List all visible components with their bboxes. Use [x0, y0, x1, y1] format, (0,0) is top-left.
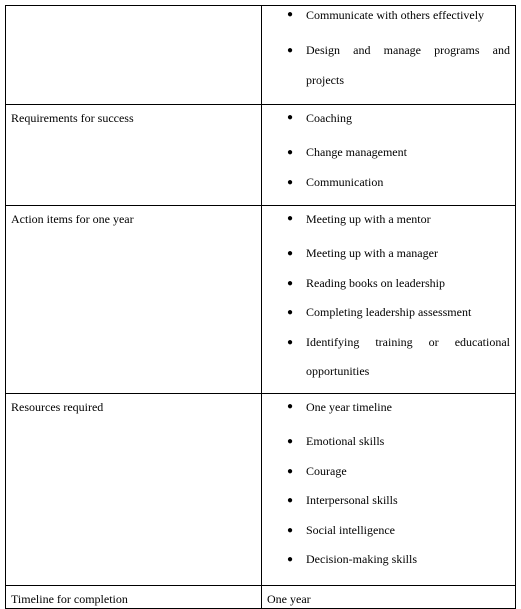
table-row [6, 586, 516, 609]
list-item [262, 36, 510, 95]
list-item [262, 109, 510, 127]
bullet-icon: ● [287, 248, 294, 259]
list-item-text: Emotional skills [306, 434, 385, 448]
row-items-cell [262, 105, 516, 206]
list-item-text: Decision-making skills [306, 552, 417, 566]
bullet-icon: ● [287, 401, 294, 412]
list-item [262, 545, 510, 575]
bullet-icon: ● [287, 554, 294, 565]
table-row [6, 105, 516, 206]
bullet-icon: ● [287, 147, 294, 158]
list-item [262, 138, 510, 168]
bullet-icon: ● [287, 45, 294, 56]
table-row [6, 6, 516, 105]
row-label-cell [6, 6, 262, 105]
row-items-cell [262, 394, 516, 586]
bullet-list [262, 206, 515, 387]
development-plan-table [5, 5, 516, 609]
list-item-text: One year timeline [306, 400, 392, 414]
list-item-text: Courage [306, 463, 347, 478]
row-value: One year [267, 592, 311, 606]
list-item-text: Social intelligence [306, 522, 395, 537]
list-item-text: Meeting up with a mentor [306, 212, 431, 226]
bullet-icon: ● [287, 277, 294, 289]
bullet-icon: ● [287, 112, 294, 123]
row-items-cell [262, 6, 516, 105]
row-label-cell [6, 206, 262, 394]
list-item [262, 516, 510, 546]
bullet-icon: ● [287, 307, 294, 318]
row-value-cell [262, 586, 516, 609]
row-label-cell [6, 586, 262, 609]
list-item [262, 269, 510, 299]
bullet-icon: ● [287, 176, 294, 188]
list-item-text: Design and manage programs and projects [306, 43, 510, 87]
list-item [262, 328, 510, 387]
bullet-list [262, 105, 515, 197]
list-item [262, 239, 510, 269]
list-item [262, 168, 510, 198]
row-label-cell [6, 394, 262, 586]
list-item [262, 427, 510, 457]
list-item-text: Interpersonal skills [306, 493, 398, 507]
list-item [262, 298, 510, 328]
list-item-text: Change management [306, 145, 407, 159]
list-item [262, 398, 510, 416]
row-label: Action items for one year [11, 212, 134, 226]
table-row [6, 206, 516, 394]
row-label: Timeline for completion [11, 592, 128, 606]
bullet-icon: ● [287, 436, 294, 447]
list-item [262, 6, 510, 24]
bullet-list [262, 6, 515, 95]
list-item [262, 486, 510, 516]
row-label: Resources required [11, 400, 104, 414]
bullet-icon: ● [287, 495, 294, 506]
table-row [6, 394, 516, 586]
list-item-text: Coaching [306, 111, 352, 125]
row-items-cell [262, 206, 516, 394]
bullet-icon: ● [287, 213, 294, 224]
bullet-icon: ● [287, 336, 294, 348]
list-item-text: Identifying training or educational opportunities [306, 334, 510, 378]
list-item [262, 457, 510, 487]
row-label [6, 6, 261, 10]
list-item-text: Reading books on leadership [306, 275, 445, 290]
bullet-icon: ● [287, 524, 294, 536]
bullet-icon: ● [287, 9, 294, 20]
row-label: Requirements for success [11, 111, 134, 125]
bullet-list [262, 394, 515, 575]
list-item-text: Communication [306, 174, 384, 189]
row-label-cell [6, 105, 262, 206]
list-item [262, 210, 510, 228]
list-item-text: Completing leadership assessment [306, 305, 472, 319]
list-item-text: Meeting up with a manager [306, 246, 438, 260]
bullet-icon: ● [287, 465, 294, 477]
list-item-text: Communicate with others effectively [306, 8, 485, 22]
